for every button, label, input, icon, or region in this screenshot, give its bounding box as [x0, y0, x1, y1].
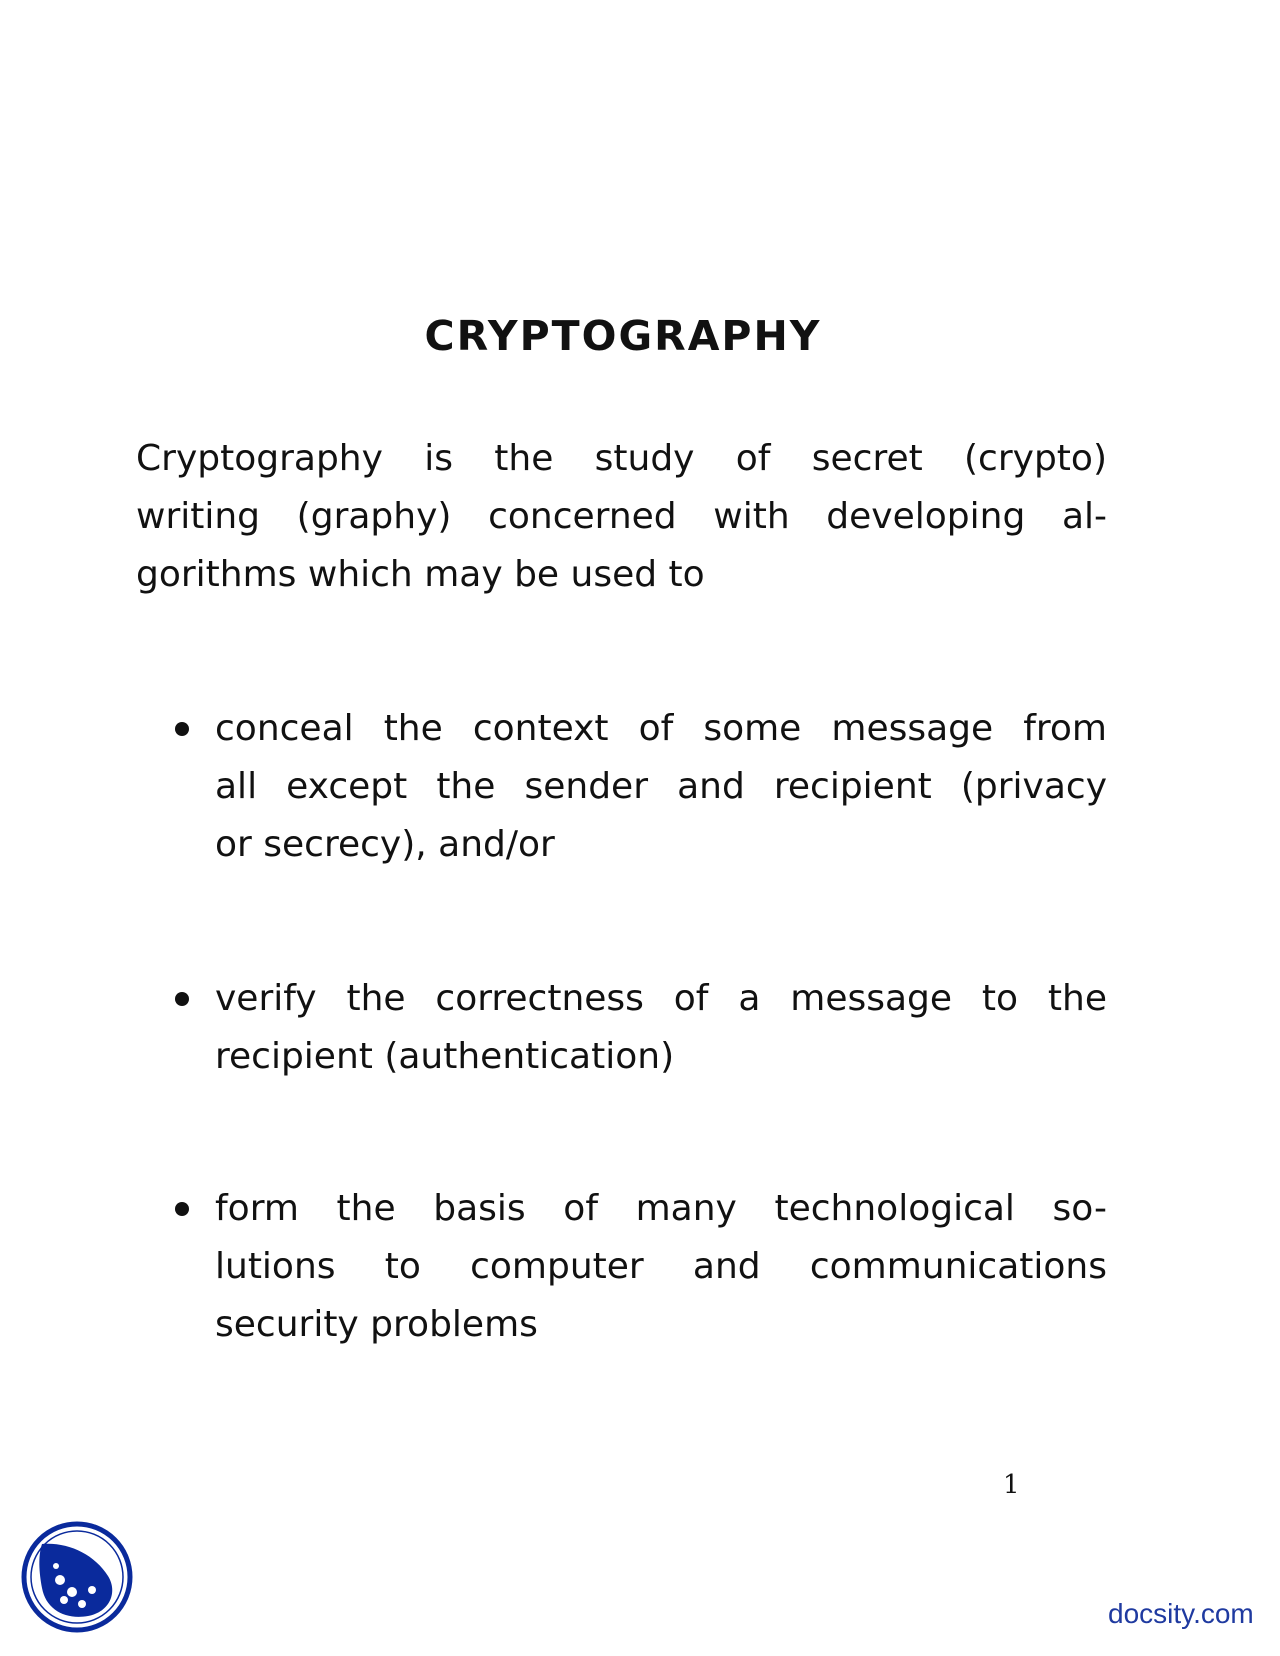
bullet-line: conceal the context of some message from	[215, 708, 1107, 749]
bullet-icon	[175, 722, 189, 736]
bullet-line: form the basis of many technological so-	[215, 1188, 1107, 1229]
page-number: 1	[1003, 1470, 1020, 1500]
bullet-line: all except the sender and recipient (privacy	[215, 766, 1107, 807]
bullet-line: or secrecy), and/or	[215, 824, 555, 865]
page-title: CRYPTOGRAPHY	[424, 312, 822, 360]
bullet-icon	[175, 1202, 189, 1216]
bullet-line: recipient (authentication)	[215, 1036, 675, 1077]
intro-line: gorithms which may be used to	[136, 554, 705, 595]
intro-line: Cryptography is the study of secret (crypto)	[136, 438, 1107, 479]
docsity-watermark[interactable]: docsity.com	[1108, 1598, 1254, 1629]
intro-line: writing (graphy) concerned with developing al-	[136, 496, 1107, 537]
docsity-logo-icon	[20, 1520, 134, 1634]
bullet-line: verify the correctness of a message to the	[215, 978, 1107, 1019]
bullet-line: security problems	[215, 1304, 538, 1345]
bullet-icon	[175, 992, 189, 1006]
bullet-line: lutions to computer and communications	[215, 1246, 1107, 1287]
